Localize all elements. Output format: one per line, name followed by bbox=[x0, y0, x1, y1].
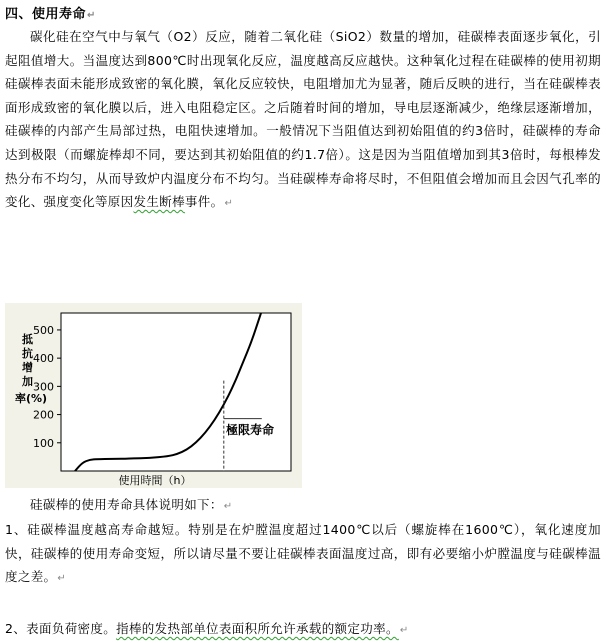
underlined-definition: 指棒的发热部单位表面积所允许承载的额定功率。 bbox=[116, 621, 399, 636]
caption bbox=[30, 495, 233, 513]
paragraph-mark: ↵ bbox=[223, 501, 233, 512]
paragraph-oxidation-text: 碳化硅在空气中与氧气（O2）反应，随着二氧化硅（SiO2）数量的增加，硅碳棒表面逐步氧化，引起阻值增大。当温度达到800℃时出现氧化反应，温度越高反应越快。这种氧化过程在硅碳棒的使用初期硅碳棒表面未能形成致密的氧化膜，氧化反应较快，电阻增加尤为显著，随后反映的进行，当在硅碳棒表面形成致密的氧化膜以后，进入电阻稳定区。之后随着时间的增加，导电层逐渐减少，绝缘层逐渐增加，硅碳棒的内部产生局部过热，电阻快速增加。一般情况下当阻值达到初始阻值的约3倍时，硅碳棒的寿命达到极限（而螺旋棒却不同，要达到其初始阻值的约1.7倍）。这是因为当阻值增加到其3倍时，每根棒发热分布不均匀，从而导致炉内温度分布不均匀。当硅碳棒寿命将尽时，不但阻值会增加而且会因气孔率的变化、强度变化等原因 bbox=[5, 29, 601, 210]
underlined-phrase: 发生断棒 bbox=[133, 194, 185, 210]
section-heading-text: 四、使用寿命 bbox=[5, 7, 87, 22]
resistance-life-chart bbox=[5, 303, 302, 488]
paragraph-temperature bbox=[5, 518, 601, 591]
chart-canvas bbox=[5, 303, 302, 488]
paragraph-mark: ↵ bbox=[57, 573, 67, 585]
plot-area bbox=[61, 313, 291, 471]
y-axis-label: 抵抗增加率(%) bbox=[15, 333, 48, 405]
section-heading bbox=[5, 3, 96, 22]
paragraph-surface-load-text: 2、表面负荷密度。 bbox=[5, 621, 117, 636]
y-tick-label: 100 bbox=[33, 436, 54, 450]
caption-text: 硅碳棒的使用寿命具体说明如下： bbox=[30, 497, 223, 512]
y-tick-label: 400 bbox=[33, 352, 54, 366]
paragraph-mark: ↵ bbox=[87, 10, 96, 21]
x-axis-label: 使用時間（h） bbox=[118, 474, 192, 487]
paragraph-temperature-text: 1、硅碳棒温度越高寿命越短。特别是在炉膛温度超过1400℃以后（螺旋棒在1600℃），氧化速度加快，硅碳棒的使用寿命变短，所以请尽量不要让硅碳棒表面温度过高，即有必要缩小炉膛温度与硅碳棒温度之差。 bbox=[5, 522, 601, 585]
paragraph-oxidation-tail: 事件。 bbox=[184, 194, 224, 210]
paragraph-mark: ↵ bbox=[224, 198, 234, 210]
paragraph-oxidation bbox=[5, 25, 601, 216]
y-tick-label: 200 bbox=[33, 408, 54, 422]
limit-life-label: 極限寿命 bbox=[226, 423, 275, 437]
paragraph-surface-load bbox=[5, 617, 601, 643]
paragraph-mark: ↵ bbox=[399, 625, 409, 636]
y-tick-label: 500 bbox=[33, 323, 54, 337]
y-tick-label: 300 bbox=[33, 380, 54, 394]
